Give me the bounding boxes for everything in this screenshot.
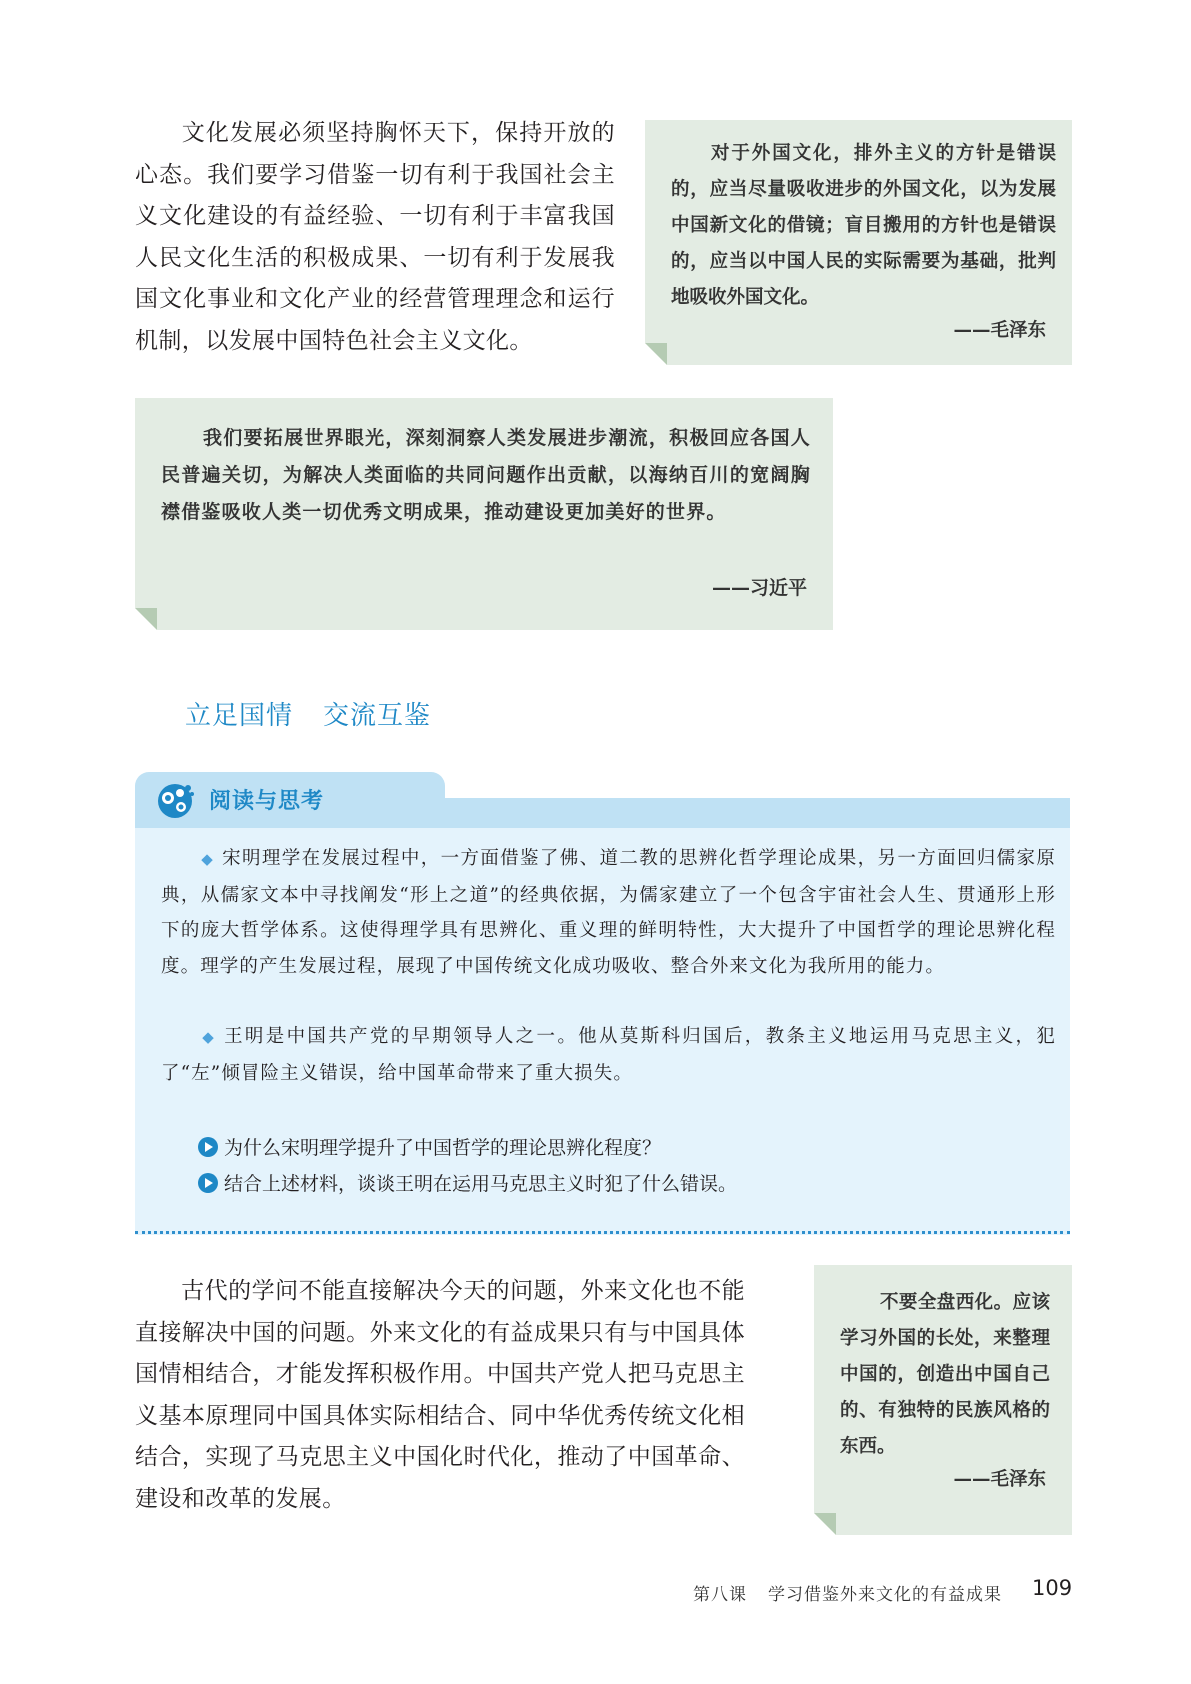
quote-source: ——习近平 [711, 577, 807, 599]
reading-item-1: ◆ 宋明理学在发展过程中，一方面借鉴了佛、道二教的思辨化哲学理论成果，另一方面回归儒家原典，从儒家文本中寻找阐发“形上之道”的经典依据，为儒家建立了一个包含宇宙社会人生、贯通形上形下的庞大哲学体系。这使得理学具有思辨化、重义理的鲜明特性，大大提升了中国哲学的理论思辨化程度。理学的产生发展过程，展现了中国传统文化成功吸收、整合外来文化为我所用的能力。 [161, 848, 1056, 977]
footer-lesson: 第八课 [693, 1585, 747, 1605]
arrow-circle-icon [198, 1173, 218, 1193]
quote-note-mao-2 [814, 1265, 1072, 1535]
quote-text: 对于外国文化，排外主义的方针是错误的，应当尽量吸收进步的外国文化，以为发展中国新文化的借镜；盲目搬用的方针也是错误的，应当以中国人民的实际需要为基础，批判地吸收外国文化。 [671, 143, 1056, 308]
folded-corner [645, 343, 667, 365]
dotted-divider [135, 1231, 1070, 1234]
quote-note-mao-1 [645, 120, 1072, 365]
quote-source: ——毛泽东 [953, 320, 1046, 341]
folded-corner [135, 608, 157, 630]
conclusion-paragraph: 古代的学问不能直接解决今天的问题，外来文化也不能直接解决中国的问题。外来文化的有益成果只有与中国具体国情相结合，才能发挥积极作用。中国共产党人把马克思主义基本原理同中国具体实际相结合、同中华优秀传统文化相结合，实现了马克思主义中国化时代化，推动了中国革命、建设和改革的发展。 [135, 1278, 745, 1512]
quote-text: 不要全盘西化。应该学习外国的长处，来整理中国的，创造出中国自己的、有独特的民族风格的东西。 [840, 1292, 1050, 1457]
question-2: 结合上述材料，谈谈王明在运用马克思主义时犯了什么错误。 [198, 1169, 737, 1196]
reading-think-icon [155, 780, 195, 820]
intro-paragraph: 文化发展必须坚持胸怀天下，保持开放的心态。我们要学习借鉴一切有利于我国社会主义文化建设的有益经验、一切有利于丰富我国人民文化生活的积极成果、一切有利于发展我国文化事业和文化产业的经营管理理念和运行机制，以发展中国特色社会主义文化。 [135, 120, 615, 354]
reading-think-label: 阅读与思考 [209, 789, 325, 814]
reading-item-2: ◆ 王明是中国共产党的早期领导人之一。他从莫斯科归国后，教条主义地运用马克思主义，犯了“左”倾冒险主义错误，给中国革命带来了重大损失。 [161, 1026, 1056, 1084]
reading-think-body [135, 828, 1070, 1235]
quote-text: 我们要拓展世界眼光，深刻洞察人类发展进步潮流，积极回应各国人民普遍关切，为解决人类面临的共同问题作出贡献，以海纳百川的宽阔胸襟借鉴吸收人类一切优秀文明成果，推动建设更加美好的世界。 [161, 427, 811, 523]
page-number: 109 [1032, 1576, 1073, 1600]
question-1: 为什么宋明理学提升了中国哲学的理论思辨化程度？ [198, 1133, 661, 1160]
quote-note-xi [135, 398, 833, 630]
folded-corner [814, 1513, 836, 1535]
footer-title: 学习借鉴外来文化的有益成果 [768, 1585, 1002, 1605]
quote-source: ——毛泽东 [953, 1469, 1046, 1490]
diamond-bullet-icon: ◆ [201, 850, 215, 868]
section-title: 立足国情 交流互鉴 [185, 701, 432, 731]
reading-think-header [135, 772, 1070, 828]
arrow-circle-icon [198, 1137, 218, 1157]
diamond-bullet-icon: ◆ [201, 1028, 217, 1046]
